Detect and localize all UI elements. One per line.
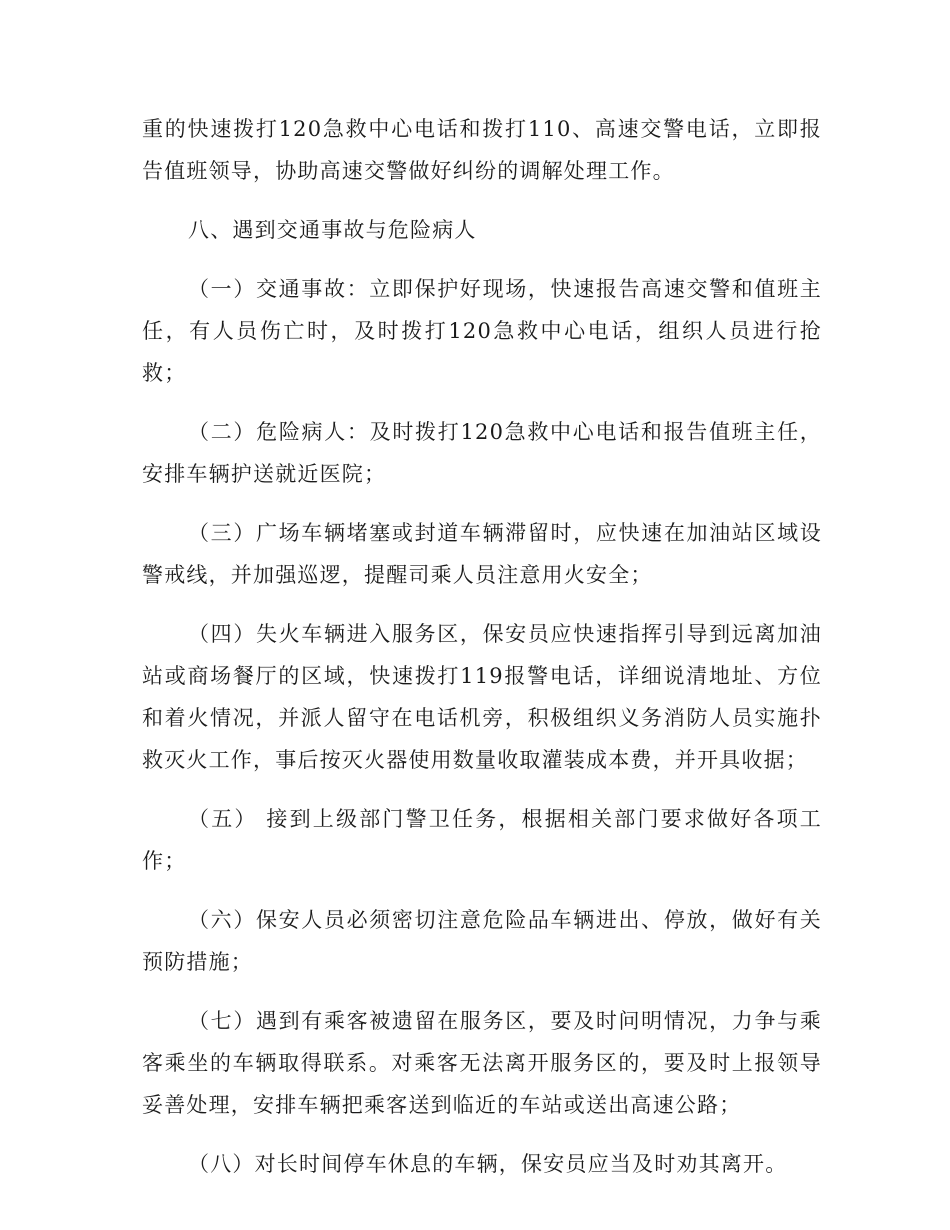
paragraph-guard-duty: （五） 接到上级部门警卫任务，根据相关部门要求做好各项工作； — [142, 807, 822, 873]
paragraph-vehicle-congestion: （三）广场车辆堵塞或封道车辆滞留时，应快速在加油站区域设警戒线，并加强巡逻，提醒司乘人员注意用火安全； — [142, 521, 822, 587]
paragraph-vehicle-fire: （四）失火车辆进入服务区，保安员应快速指挥引导到远离加油站或商场餐厅的区域，快速拨打119报警电话，详细说清地址、方位和着火情况，并派人留守在电话机旁，积极组织义务消防人员实施扑救灭火工作，事后按灭火器使用数量收取灌装成本费，并开具收据； — [142, 622, 822, 772]
paragraph-hazardous-vehicles: （六）保安人员必须密切注意危险品车辆进出、停放，做好有关预防措施； — [142, 908, 822, 974]
paragraph-long-parking: （八）对长时间停车休息的车辆，保安员应当及时劝其离开。 — [188, 1152, 788, 1176]
document-body — [142, 108, 822, 1202]
paragraph-continuation: 重的快速拨打120急救中心电话和拨打110、高速交警电话，立即报告值班领导，协助高速交警做好纠纷的调解处理工作。 — [142, 117, 822, 183]
paragraph-stranded-passengers: （七）遇到有乘客被遗留在服务区，要及时问明情况，力争与乘客乘坐的车辆取得联系。对乘客无法离开服务区的，要及时上报领导妥善处理，安排车辆把乘客送到临近的车站或送出高速公路； — [142, 1009, 822, 1117]
section-heading: 八、遇到交通事故与危险病人 — [188, 218, 477, 242]
paragraph-traffic-accident: （一）交通事故：立即保护好现场，快速报告高速交警和值班主任，有人员伤亡时，及时拨打120急救中心电话，组织人员进行抢救； — [142, 277, 822, 385]
paragraph-dangerous-patient: （二）危险病人：及时拨打120急救中心电话和报告值班主任，安排车辆护送就近医院； — [142, 420, 822, 486]
